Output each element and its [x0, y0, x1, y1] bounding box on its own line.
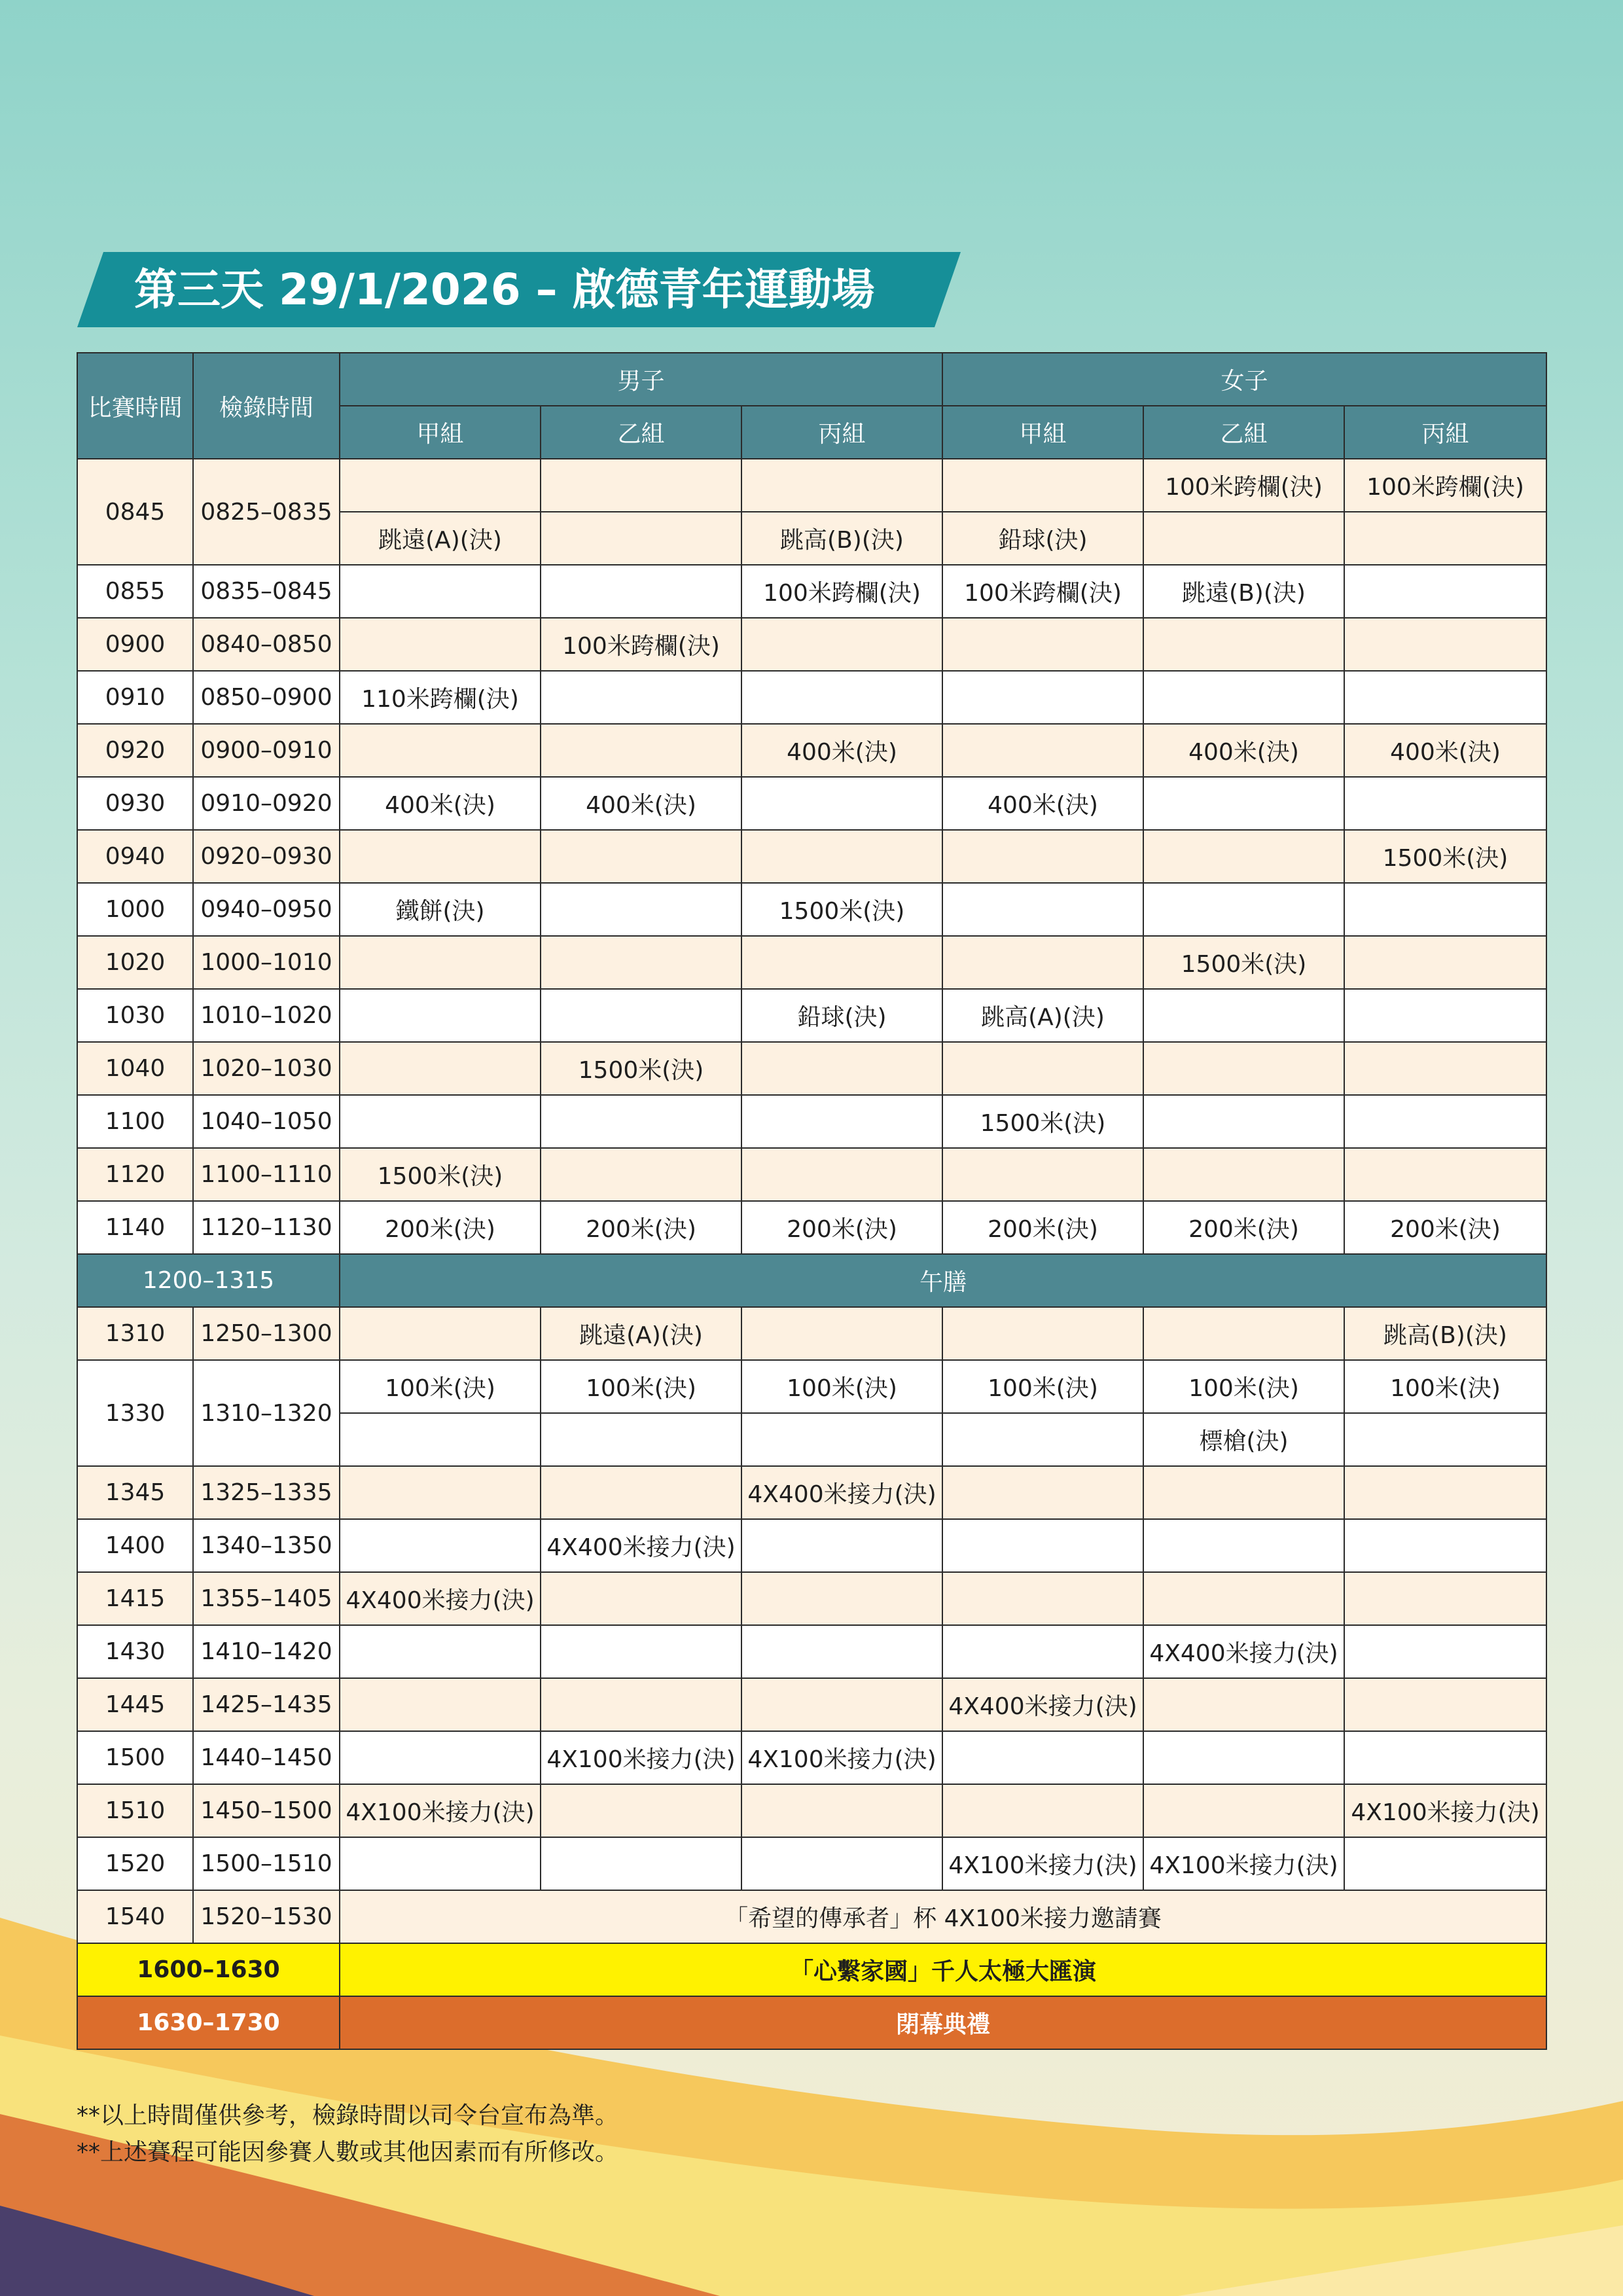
checkin-time-cell: 1440–1450 — [193, 1731, 340, 1784]
schedule-table — [77, 352, 1547, 2050]
footnote: **上述賽程可能因參賽人數或其他因素而有所修改。 — [77, 2139, 619, 2166]
break-label: 午膳 — [340, 1254, 1546, 1307]
table-row — [77, 1360, 1546, 1413]
event-cell: 4X100米接力(決) — [1344, 1784, 1546, 1837]
table-row — [77, 1307, 1546, 1360]
event-cell — [1143, 1148, 1344, 1201]
event-cell: 100米(決) — [1143, 1360, 1344, 1413]
footnotes — [77, 2098, 618, 2171]
event-cell — [1344, 1519, 1546, 1572]
match-time-cell: 1020 — [77, 936, 193, 989]
checkin-time-cell: 0840–0850 — [193, 618, 340, 671]
special-label: 閉幕典禮 — [340, 1996, 1546, 2049]
event-cell — [741, 618, 942, 671]
event-cell — [541, 565, 741, 618]
event-cell — [541, 1837, 741, 1890]
event-cell — [1143, 671, 1344, 724]
event-cell — [340, 830, 541, 883]
match-time-cell: 1000 — [77, 883, 193, 936]
event-cell: 4X100米接力(決) — [541, 1731, 741, 1784]
event-cell — [1344, 1625, 1546, 1678]
event-cell — [1143, 989, 1344, 1042]
event-cell — [1143, 1307, 1344, 1360]
event-cell: 400米(決) — [1143, 724, 1344, 777]
checkin-time-cell: 1325–1335 — [193, 1466, 340, 1519]
table-row — [77, 1678, 1546, 1731]
event-cell: 鐵餅(決) — [340, 883, 541, 936]
checkin-time-cell: 1020–1030 — [193, 1042, 340, 1095]
table-row — [77, 989, 1546, 1042]
event-cell: 跳高(B)(決) — [741, 512, 942, 565]
checkin-time-cell: 1120–1130 — [193, 1201, 340, 1254]
event-cell — [1143, 618, 1344, 671]
match-time-cell: 0845 — [77, 459, 193, 565]
event-cell — [942, 1466, 1143, 1519]
event-cell: 4X400米接力(決) — [541, 1519, 741, 1572]
event-cell — [1344, 777, 1546, 830]
checkin-time-cell: 1500–1510 — [193, 1837, 340, 1890]
event-cell — [541, 1784, 741, 1837]
event-cell — [541, 1413, 741, 1466]
table-row — [77, 777, 1546, 830]
event-cell — [741, 1042, 942, 1095]
event-cell: 跳遠(A)(決) — [541, 1307, 741, 1360]
event-cell — [1344, 1572, 1546, 1625]
event-cell — [541, 459, 741, 512]
event-cell — [1143, 1466, 1344, 1519]
event-cell — [741, 1148, 942, 1201]
event-cell: 4X100米接力(決) — [741, 1731, 942, 1784]
event-cell — [1143, 1678, 1344, 1731]
event-cell — [340, 1466, 541, 1519]
event-cell — [340, 565, 541, 618]
header-group: 乙組 — [541, 406, 741, 459]
event-cell — [1143, 1784, 1344, 1837]
event-cell: 400米(決) — [942, 777, 1143, 830]
event-cell — [741, 1625, 942, 1678]
event-cell — [1344, 1731, 1546, 1784]
event-cell — [541, 724, 741, 777]
event-cell: 100米跨欄(決) — [741, 565, 942, 618]
event-cell — [942, 1625, 1143, 1678]
event-cell: 100米(決) — [741, 1360, 942, 1413]
match-time-cell: 0920 — [77, 724, 193, 777]
event-span-cell: 「希望的傳承者」杯 4X100米接力邀請賽 — [340, 1890, 1546, 1943]
checkin-time-cell: 1040–1050 — [193, 1095, 340, 1148]
header-group: 丙組 — [741, 406, 942, 459]
event-cell — [541, 936, 741, 989]
header-match-time: 比賽時間 — [77, 353, 193, 459]
checkin-time-cell: 1000–1010 — [193, 936, 340, 989]
event-cell — [942, 1307, 1143, 1360]
event-cell: 100米跨欄(決) — [942, 565, 1143, 618]
table-body — [77, 459, 1546, 2049]
event-cell: 100米(決) — [541, 1360, 741, 1413]
event-cell — [942, 1519, 1143, 1572]
table-row — [77, 830, 1546, 883]
event-cell — [340, 989, 541, 1042]
header-male: 男子 — [340, 353, 942, 406]
event-cell — [340, 1095, 541, 1148]
event-cell — [541, 830, 741, 883]
event-cell — [942, 1572, 1143, 1625]
event-cell: 400米(決) — [741, 724, 942, 777]
match-time-cell: 1100 — [77, 1095, 193, 1148]
match-time-cell: 1120 — [77, 1148, 193, 1201]
event-cell — [1344, 671, 1546, 724]
event-cell — [1143, 1572, 1344, 1625]
table-row — [77, 459, 1546, 512]
match-time-cell: 1400 — [77, 1519, 193, 1572]
table-row — [77, 618, 1546, 671]
event-cell — [741, 777, 942, 830]
event-cell: 1500米(決) — [1143, 936, 1344, 989]
event-cell — [1143, 512, 1344, 565]
event-cell — [1143, 883, 1344, 936]
event-cell — [1143, 1731, 1344, 1784]
event-cell: 1500米(決) — [942, 1095, 1143, 1148]
table-row — [77, 1890, 1546, 1943]
event-cell: 400米(決) — [340, 777, 541, 830]
table-row — [77, 724, 1546, 777]
event-cell — [942, 1042, 1143, 1095]
event-cell — [541, 883, 741, 936]
event-cell — [1344, 565, 1546, 618]
event-cell: 1500米(決) — [541, 1042, 741, 1095]
event-cell: 100米跨欄(決) — [1143, 459, 1344, 512]
event-cell — [1344, 1837, 1546, 1890]
match-time-cell: 0940 — [77, 830, 193, 883]
event-cell — [942, 724, 1143, 777]
event-cell: 400米(決) — [1344, 724, 1546, 777]
event-cell — [541, 1466, 741, 1519]
match-time-cell: 1430 — [77, 1625, 193, 1678]
match-time-cell: 1510 — [77, 1784, 193, 1837]
event-cell — [741, 1095, 942, 1148]
checkin-time-cell: 1355–1405 — [193, 1572, 340, 1625]
event-cell: 200米(決) — [340, 1201, 541, 1254]
event-cell: 200米(決) — [1143, 1201, 1344, 1254]
event-cell — [741, 1784, 942, 1837]
checkin-time-cell: 0825–0835 — [193, 459, 340, 565]
event-cell — [340, 1837, 541, 1890]
table-row — [77, 883, 1546, 936]
table-row — [77, 1201, 1546, 1254]
event-cell — [340, 1042, 541, 1095]
event-cell — [942, 883, 1143, 936]
event-cell — [741, 1837, 942, 1890]
checkin-time-cell: 1520–1530 — [193, 1890, 340, 1943]
table-row — [77, 1731, 1546, 1784]
event-cell — [1344, 1042, 1546, 1095]
event-cell: 標槍(決) — [1143, 1413, 1344, 1466]
header-female: 女子 — [942, 353, 1546, 406]
checkin-time-cell: 1450–1500 — [193, 1784, 340, 1837]
event-cell — [942, 618, 1143, 671]
event-cell — [942, 936, 1143, 989]
match-time-cell: 1030 — [77, 989, 193, 1042]
event-cell: 鉛球(決) — [942, 512, 1143, 565]
event-cell — [1344, 1095, 1546, 1148]
match-time-cell: 1540 — [77, 1890, 193, 1943]
event-cell — [741, 1413, 942, 1466]
event-cell: 100米(決) — [340, 1360, 541, 1413]
event-cell — [942, 830, 1143, 883]
event-cell — [1143, 1519, 1344, 1572]
event-cell — [1344, 883, 1546, 936]
break-time: 1200–1315 — [77, 1254, 340, 1307]
table-row — [77, 1625, 1546, 1678]
event-cell — [741, 1678, 942, 1731]
event-cell — [340, 1413, 541, 1466]
event-cell — [942, 1413, 1143, 1466]
event-cell: 200米(決) — [541, 1201, 741, 1254]
match-time-cell: 0910 — [77, 671, 193, 724]
event-cell — [741, 1519, 942, 1572]
match-time-cell: 0855 — [77, 565, 193, 618]
special-time: 1600–1630 — [77, 1943, 340, 1996]
table-row — [77, 1837, 1546, 1890]
event-cell: 1500米(決) — [340, 1148, 541, 1201]
table-row — [77, 1572, 1546, 1625]
checkin-time-cell: 1010–1020 — [193, 989, 340, 1042]
checkin-time-cell: 1425–1435 — [193, 1678, 340, 1731]
match-time-cell: 1040 — [77, 1042, 193, 1095]
event-cell — [541, 671, 741, 724]
table-row — [77, 1784, 1546, 1837]
event-cell — [1344, 1466, 1546, 1519]
match-time-cell: 1520 — [77, 1837, 193, 1890]
event-cell — [1344, 618, 1546, 671]
table-row-special — [77, 1996, 1546, 2049]
event-cell — [541, 1572, 741, 1625]
event-cell: 跳高(B)(決) — [1344, 1307, 1546, 1360]
event-cell — [541, 512, 741, 565]
event-cell — [340, 936, 541, 989]
event-cell: 100米跨欄(決) — [541, 618, 741, 671]
event-cell — [1344, 1148, 1546, 1201]
event-cell: 100米跨欄(決) — [1344, 459, 1546, 512]
event-cell — [1143, 1095, 1344, 1148]
special-time: 1630–1730 — [77, 1996, 340, 2049]
special-label: 「心繫家國」千人太極大匯演 — [340, 1943, 1546, 1996]
checkin-time-cell: 0900–0910 — [193, 724, 340, 777]
event-cell — [541, 1678, 741, 1731]
table-row — [77, 1042, 1546, 1095]
page-title: 第三天 29/1/2026 – 啟德青年運動場 — [134, 264, 875, 315]
event-cell — [741, 671, 942, 724]
event-cell — [741, 1572, 942, 1625]
event-cell: 110米跨欄(決) — [340, 671, 541, 724]
checkin-time-cell: 1310–1320 — [193, 1360, 340, 1466]
event-cell — [741, 936, 942, 989]
table-row — [77, 671, 1546, 724]
event-cell — [1143, 1042, 1344, 1095]
event-cell: 200米(決) — [1344, 1201, 1546, 1254]
event-cell: 4X400米接力(決) — [1143, 1625, 1344, 1678]
table-row-special — [77, 1943, 1546, 1996]
event-cell — [340, 724, 541, 777]
event-cell: 跳遠(B)(決) — [1143, 565, 1344, 618]
event-cell — [340, 1307, 541, 1360]
table-row — [77, 1466, 1546, 1519]
table-row — [77, 1519, 1546, 1572]
event-cell — [1143, 777, 1344, 830]
event-cell — [942, 459, 1143, 512]
checkin-time-cell: 1410–1420 — [193, 1625, 340, 1678]
event-cell: 100米(決) — [1344, 1360, 1546, 1413]
header-group: 甲組 — [340, 406, 541, 459]
event-cell — [340, 459, 541, 512]
event-cell — [1344, 1413, 1546, 1466]
header-group: 乙組 — [1143, 406, 1344, 459]
footnote: **以上時間僅供參考，檢錄時間以司令台宣布為準。 — [77, 2102, 619, 2129]
checkin-time-cell: 1250–1300 — [193, 1307, 340, 1360]
match-time-cell: 1445 — [77, 1678, 193, 1731]
table-row — [77, 565, 1546, 618]
checkin-time-cell: 0850–0900 — [193, 671, 340, 724]
event-cell — [1143, 830, 1344, 883]
event-cell: 4X100米接力(決) — [1143, 1837, 1344, 1890]
event-cell — [1344, 512, 1546, 565]
checkin-time-cell: 0910–0920 — [193, 777, 340, 830]
event-cell — [541, 989, 741, 1042]
match-time-cell: 1415 — [77, 1572, 193, 1625]
event-cell — [340, 618, 541, 671]
checkin-time-cell: 0835–0845 — [193, 565, 340, 618]
header-group: 甲組 — [942, 406, 1143, 459]
event-cell — [340, 1678, 541, 1731]
event-cell — [340, 1731, 541, 1784]
event-cell — [942, 1148, 1143, 1201]
event-cell: 跳高(A)(決) — [942, 989, 1143, 1042]
event-cell — [741, 1307, 942, 1360]
event-cell — [741, 459, 942, 512]
event-cell: 4X100米接力(決) — [942, 1837, 1143, 1890]
event-cell — [1344, 936, 1546, 989]
event-cell — [942, 1784, 1143, 1837]
event-cell: 400米(決) — [541, 777, 741, 830]
event-cell — [541, 1095, 741, 1148]
event-cell: 200米(決) — [942, 1201, 1143, 1254]
match-time-cell: 1330 — [77, 1360, 193, 1466]
event-cell: 200米(決) — [741, 1201, 942, 1254]
table-row — [77, 1148, 1546, 1201]
match-time-cell: 1140 — [77, 1201, 193, 1254]
event-cell: 4X400米接力(決) — [942, 1678, 1143, 1731]
checkin-time-cell: 1100–1110 — [193, 1148, 340, 1201]
checkin-time-cell: 0920–0930 — [193, 830, 340, 883]
event-cell — [1344, 989, 1546, 1042]
table-row — [77, 1095, 1546, 1148]
event-cell: 1500米(決) — [741, 883, 942, 936]
checkin-time-cell: 1340–1350 — [193, 1519, 340, 1572]
table-header — [77, 353, 1546, 459]
event-cell — [1344, 1678, 1546, 1731]
event-cell — [942, 671, 1143, 724]
event-cell — [340, 1625, 541, 1678]
header-checkin-time: 檢錄時間 — [193, 353, 340, 459]
table-row — [77, 936, 1546, 989]
event-cell — [541, 1625, 741, 1678]
event-cell: 100米(決) — [942, 1360, 1143, 1413]
event-cell: 鉛球(決) — [741, 989, 942, 1042]
match-time-cell: 1310 — [77, 1307, 193, 1360]
event-cell: 4X100米接力(決) — [340, 1784, 541, 1837]
match-time-cell: 0900 — [77, 618, 193, 671]
event-cell — [942, 1731, 1143, 1784]
header-group: 丙組 — [1344, 406, 1546, 459]
event-cell — [340, 1519, 541, 1572]
checkin-time-cell: 0940–0950 — [193, 883, 340, 936]
match-time-cell: 0930 — [77, 777, 193, 830]
event-cell: 4X400米接力(決) — [340, 1572, 541, 1625]
match-time-cell: 1500 — [77, 1731, 193, 1784]
event-cell: 1500米(決) — [1344, 830, 1546, 883]
event-cell — [741, 830, 942, 883]
event-cell: 4X400米接力(決) — [741, 1466, 942, 1519]
match-time-cell: 1345 — [77, 1466, 193, 1519]
event-cell: 跳遠(A)(決) — [340, 512, 541, 565]
table-row-break — [77, 1254, 1546, 1307]
event-cell — [541, 1148, 741, 1201]
